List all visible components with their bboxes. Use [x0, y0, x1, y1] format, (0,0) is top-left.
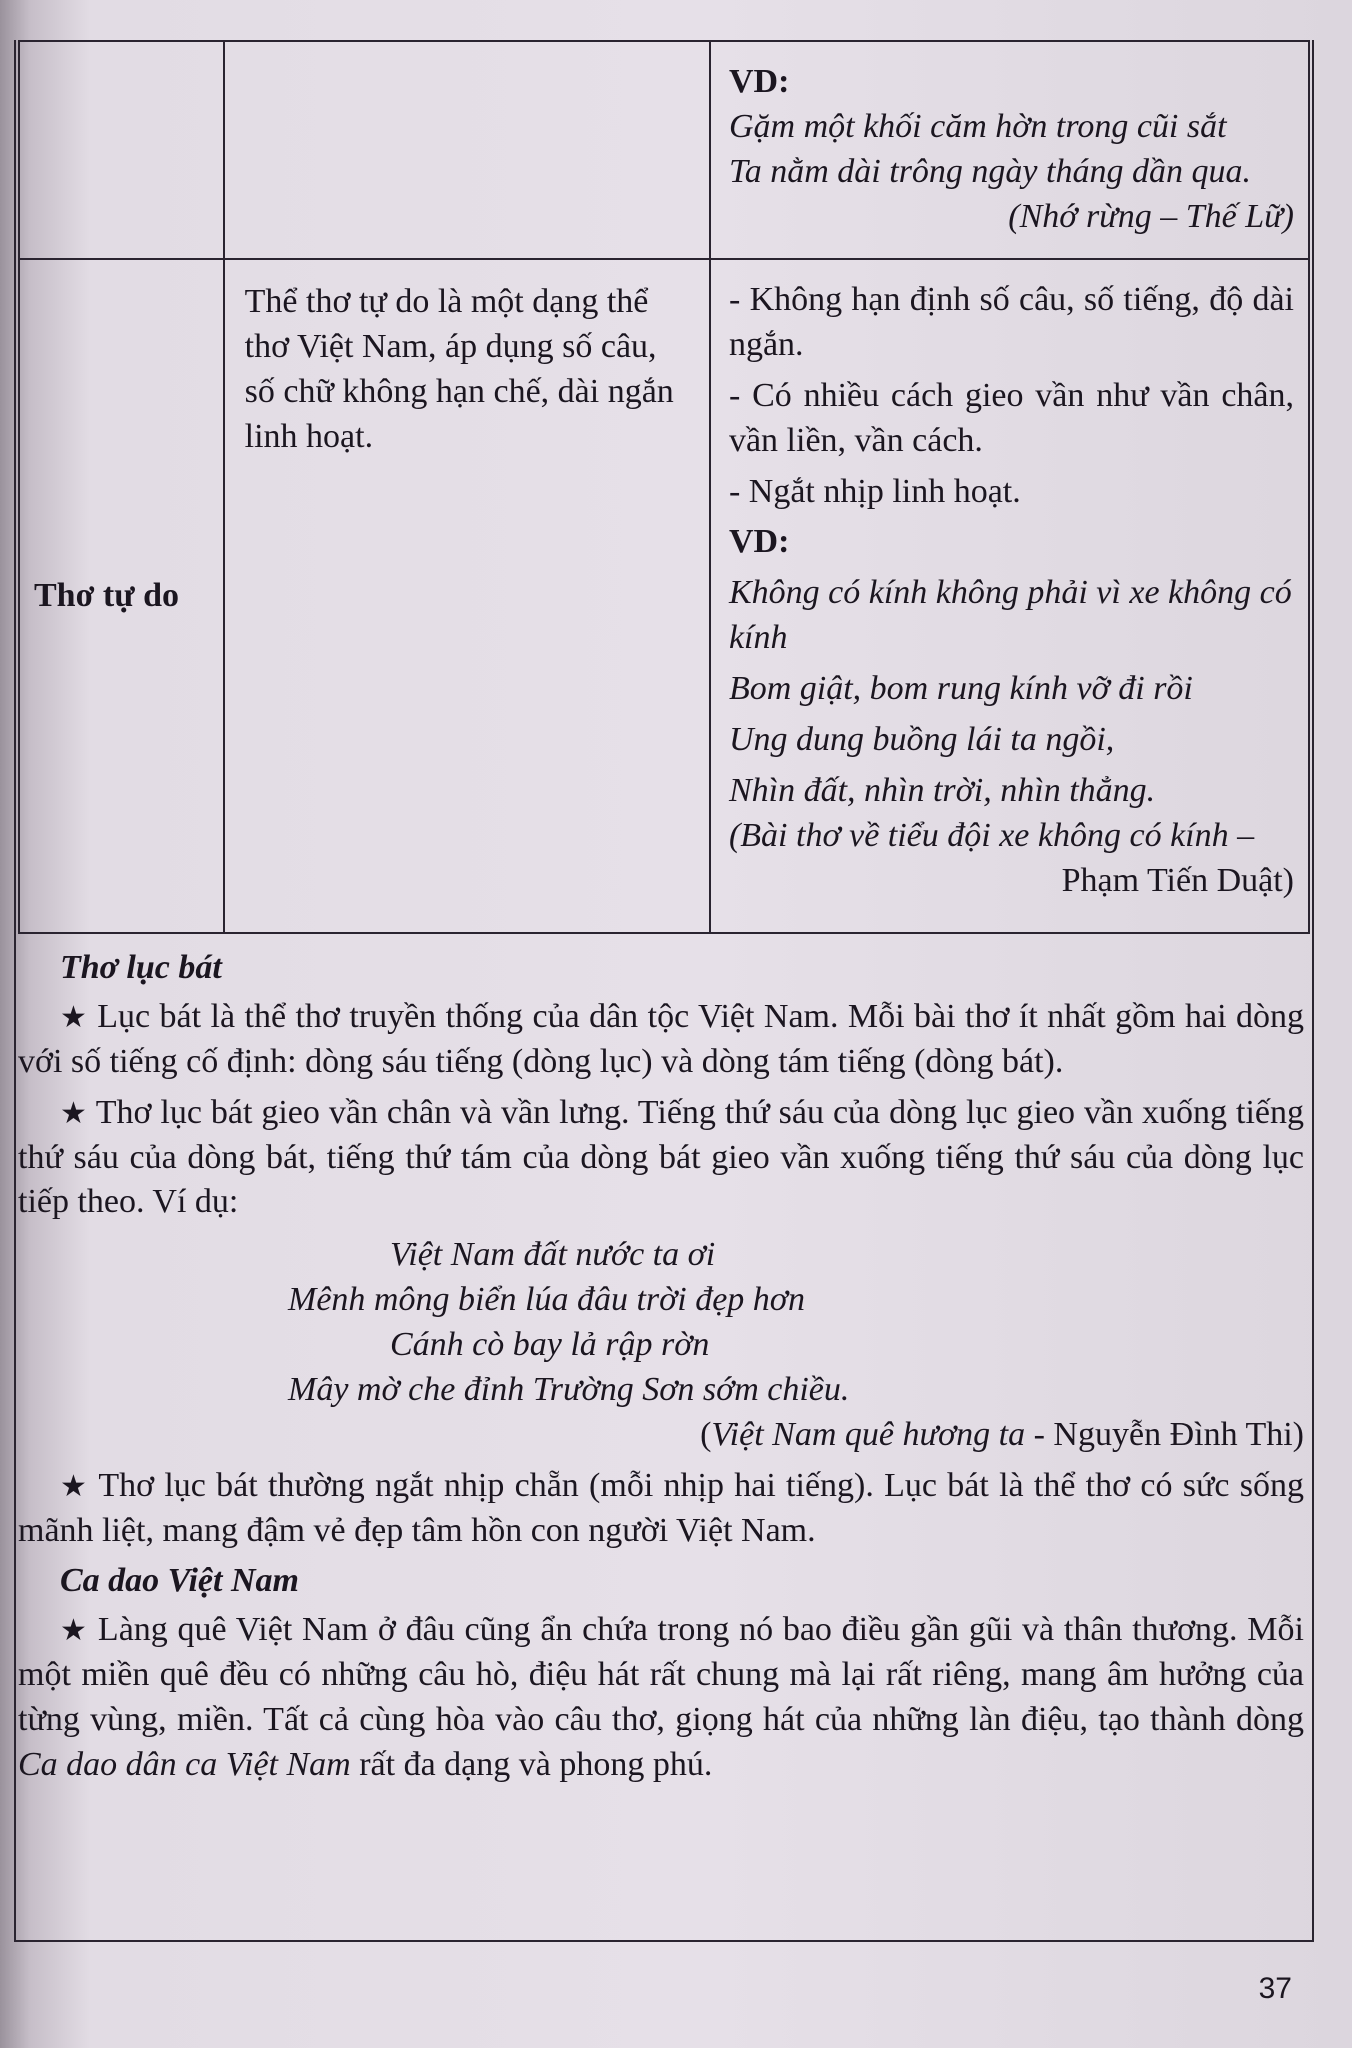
poem-source-title: Việt Nam quê hương ta	[711, 1415, 1026, 1453]
definition-cell	[224, 259, 710, 933]
page-number: 37	[1258, 1972, 1292, 2005]
example-line: Ung dung buồng lái ta ngồi,	[728, 720, 1115, 758]
section-heading-luc-bat: Thơ lục bát	[60, 949, 222, 986]
poetry-forms-table	[18, 40, 1310, 934]
table-cell-empty	[224, 41, 710, 259]
body-text	[18, 946, 1304, 1794]
example-cell	[710, 41, 1309, 259]
example-source-author: Phạm Tiến Duật)	[1061, 861, 1294, 899]
paragraph-text: Làng quê Việt Nam ở đâu cũng ẩn chứa trong nó bao điều gần gũi và thân thương. Mỗi một miền quê đều có những câu hò, điệu hát rất chung mà lại rất riêng, mang âm hưởng của từng vùng, miền. Tất cả cùng hòa vào câu thơ, giọng hát của những làn điệu, tạo thành dòng	[18, 1611, 1304, 1738]
poem-source: (Việt Nam quê hương ta - Nguyễn Đình Thi)	[700, 1415, 1304, 1453]
star-icon: ★	[60, 1000, 88, 1034]
star-icon: ★	[60, 1469, 89, 1503]
paragraph	[18, 1608, 1304, 1788]
vd-label: VD:	[728, 63, 790, 100]
feature-item: - Không hạn định số câu, số tiếng, độ dài ngắn.	[728, 281, 1294, 363]
poem-line: Mênh mông biển lúa đâu trời đẹp hơn	[288, 1281, 805, 1319]
features-cell	[710, 259, 1309, 933]
section-heading-ca-dao: Ca dao Việt Nam	[60, 1562, 299, 1600]
example-source: (Bài thơ về tiểu đội xe không có kính –	[728, 816, 1255, 854]
paragraph-text: rất đa dạng và phong phú.	[350, 1745, 713, 1783]
example-line: Bom giật, bom rung kính vỡ đi rồi	[728, 670, 1193, 707]
example-line: Ta nằm dài trông ngày tháng dần qua.	[728, 152, 1251, 190]
example-line: Nhìn đất, nhìn trời, nhìn thẳng.	[728, 771, 1156, 809]
paragraph-text: Thơ lục bát gieo vần chân và vần lưng. Tiếng thứ sáu của dòng lục gieo vần xuống tiếng thứ sáu của dòng bát, tiếng thứ tám của dòng bát gieo vần xuống tiếng thứ sáu của dòng lục tiếp theo. Ví dụ:	[18, 1093, 1304, 1221]
table-row	[19, 41, 1309, 259]
paragraph-text: Lục bát là thể thơ truyền thống của dân tộc Việt Nam. Mỗi bài thơ ít nhất gồm hai dòng với số tiếng cố định: dòng sáu tiếng (dòng lục) và dòng tám tiếng (dòng bát).	[18, 997, 1304, 1080]
table-row	[19, 259, 1309, 933]
poem	[18, 1233, 1304, 1457]
paragraph	[18, 995, 1304, 1085]
vd-label: VD:	[728, 523, 790, 561]
feature-item: - Ngắt nhịp linh hoạt.	[728, 472, 1021, 510]
example-line: Gặm một khối căm hờn trong cũi sắt	[728, 107, 1227, 145]
example-source: (Nhớ rừng – Thế Lữ)	[1008, 197, 1294, 235]
feature-item: - Có nhiều cách gieo vần như vần chân, vần liền, vần cách.	[728, 376, 1294, 459]
example-line: Không có kính không phải vì xe không có kính	[728, 574, 1292, 657]
star-icon: ★	[60, 1614, 89, 1648]
paragraph-italic-text: Ca dao dân ca Việt Nam	[18, 1745, 351, 1783]
star-icon: ★	[60, 1096, 88, 1130]
poem-source-author: - Nguyễn Đình Thi)	[1025, 1415, 1304, 1453]
paragraph	[18, 1464, 1304, 1554]
poem-line: Mây mờ che đỉnh Trường Sơn sớm chiều.	[288, 1370, 850, 1408]
paragraph	[18, 1091, 1304, 1226]
poem-line: Cánh cò bay lả rập rờn	[390, 1326, 710, 1363]
table-cell-empty	[19, 41, 224, 259]
row-label-tho-tu-do: Thơ tự do	[19, 259, 224, 933]
definition-text: Thể thơ tự do là một dạng thể thơ Việt Nam, áp dụng số câu, số chữ không hạn chế, dài ngắn linh hoạt.	[244, 283, 674, 455]
poem-line: Việt Nam đất nước ta ơi	[390, 1236, 716, 1274]
paragraph-text: Thơ lục bát thường ngắt nhịp chẵn (mỗi nhịp hai tiếng). Lục bát là thể thơ có sức sống mãnh liệt, mang đậm vẻ đẹp tâm hồn con người Việt Nam.	[18, 1466, 1304, 1549]
